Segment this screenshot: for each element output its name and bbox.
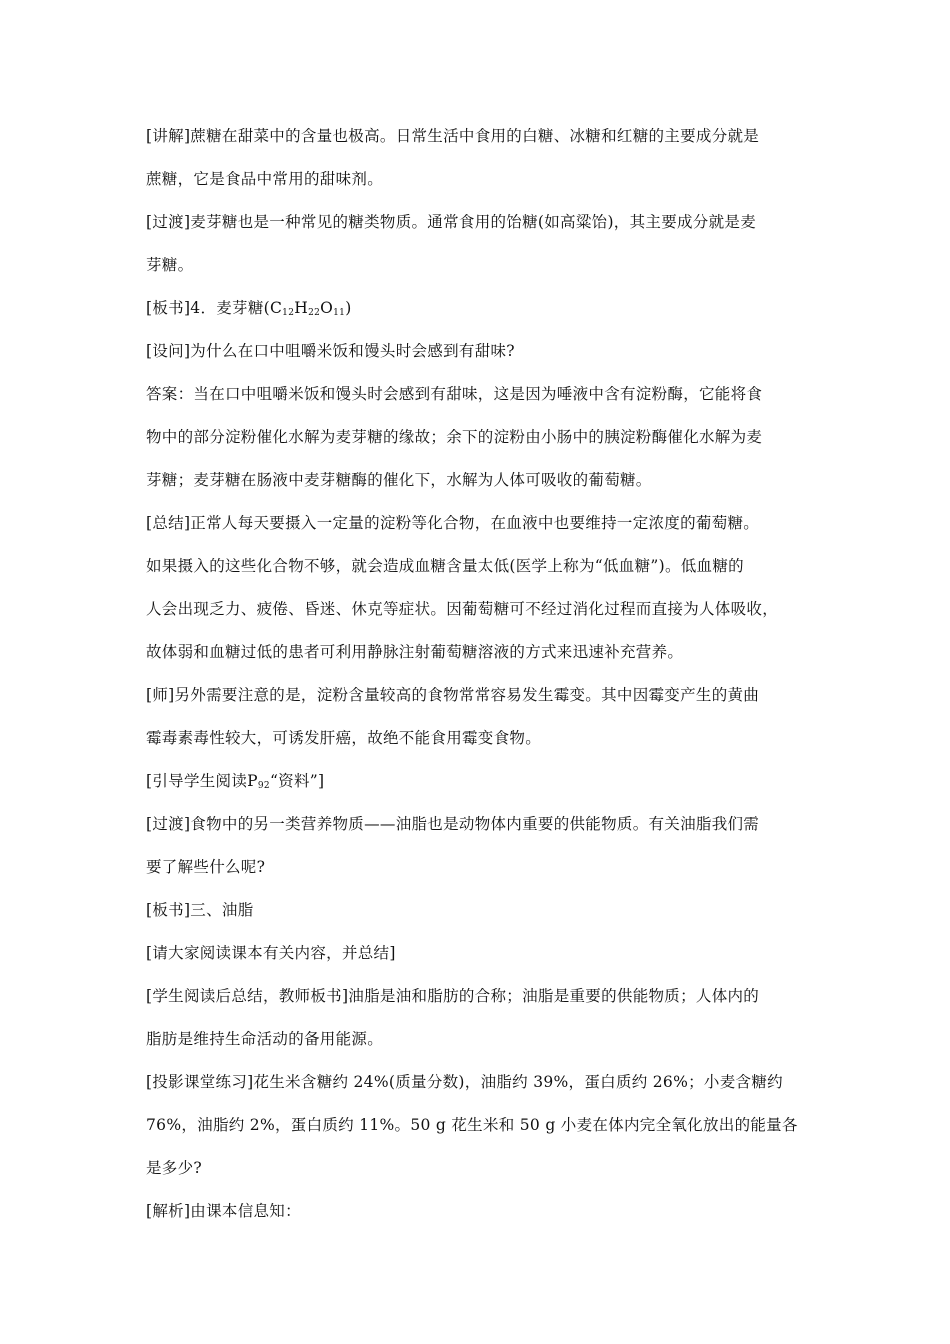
reading-guide-line [146,760,806,803]
text-line: [设问]为什么在口中咀嚼米饭和馒头时会感到有甜味? [146,342,515,360]
paragraph-question [146,330,806,373]
formula-element: O [320,299,334,317]
reading-guide-suffix: “资料”] [269,772,325,790]
paragraph-transition-fats [146,803,806,889]
paragraph-board-maltose-formula [146,287,806,330]
text-line: [投影课堂练习]花生米含糖约 24%(质量分数)，油脂约 39%，蛋白质约 26%；小麦含糖约 [146,1073,783,1091]
paragraph-answer [146,373,806,502]
paragraph-transition-maltose [146,201,806,287]
formula-suffix: ) [345,299,352,317]
paragraph-student-summary [146,975,806,1061]
text-line: 是多少? [146,1159,203,1177]
text-line: [讲解]蔗糖在甜菜中的含量也极高。日常生活中食用的白糖、冰糖和红糖的主要成分就是 [146,127,760,145]
formula-element: H [294,299,309,317]
paragraph-summary [146,502,806,674]
text-line: [学生阅读后总结，教师板书]油脂是油和脂肪的合称；油脂是重要的供能物质；人体内的 [146,987,760,1005]
text-line: 要了解些什么呢? [146,858,266,876]
formula-subscript: 12 [282,308,295,318]
paragraph-reading-instruction [146,932,806,975]
text-line: [总结]正常人每天要摄入一定量的淀粉等化合物，在血液中也要维持一定浓度的葡萄糖。 [146,514,760,532]
formula-subscript: 11 [333,308,346,318]
paragraph-exercise [146,1061,806,1190]
text-line: 霉毒素毒性较大，可诱发肝癌，故绝不能食用霉变食物。 [146,729,542,747]
text-line: [解析]由课本信息知： [146,1202,301,1220]
text-line: 蔗糖，它是食品中常用的甜味剂。 [146,170,384,188]
paragraph-teacher-note [146,674,806,760]
text-line: 故体弱和血糖过低的患者可利用静脉注射葡萄糖溶液的方式来迅速补充营养。 [146,643,684,661]
text-line: [过渡]麦芽糖也是一种常见的糖类物质。通常食用的饴糖(如高粱饴)，其主要成分就是麦 [146,213,756,231]
paragraph-analysis [146,1190,806,1233]
formula-prefix: [板书]4．麦芽糖(C [146,299,283,317]
paragraph-explanation-sucrose [146,115,806,201]
text-line: 76%，油脂约 2%，蛋白质约 11%。50 g 花生米和 50 g 小麦在体内完全氧化放出的能量各 [146,1116,798,1134]
paragraph-board-fats [146,889,806,932]
text-line: 芽糖。 [146,256,194,274]
text-line: 答案：当在口中咀嚼米饭和馒头时会感到有甜味，这是因为唾液中含有淀粉酶，它能将食 [146,385,763,403]
text-line: [师]另外需要注意的是，淀粉含量较高的食物常常容易发生霉变。其中因霉变产生的黄曲 [146,686,760,704]
paragraph-reading-guide [146,760,806,803]
text-line: [板书]三、油脂 [146,901,254,919]
text-line: 物中的部分淀粉催化水解为麦芽糖的缘故；余下的淀粉由小肠中的胰淀粉酶催化水解为麦 [146,428,763,446]
text-line: [过渡]食物中的另一类营养物质——油脂也是动物体内重要的供能物质。有关油脂我们需 [146,815,760,833]
text-line: [请大家阅读课本有关内容，并总结] [146,944,396,962]
page-number-subscript: 92 [257,781,270,791]
text-line: 芽糖；麦芽糖在肠液中麦芽糖酶的催化下，水解为人体可吸收的葡萄糖。 [146,471,652,489]
text-line: 人会出现乏力、疲倦、昏迷、休克等症状。因葡萄糖可不经过消化过程而直接为人体吸收， [146,600,779,618]
text-line: 脂肪是维持生命活动的备用能源。 [146,1030,384,1048]
reading-guide-prefix: [引导学生阅读P [146,772,258,790]
maltose-formula [146,287,806,330]
text-line: 如果摄入的这些化合物不够，就会造成血糖含量太低(医学上称为“低血糖”)。低血糖的 [146,557,744,575]
formula-subscript: 22 [308,308,321,318]
